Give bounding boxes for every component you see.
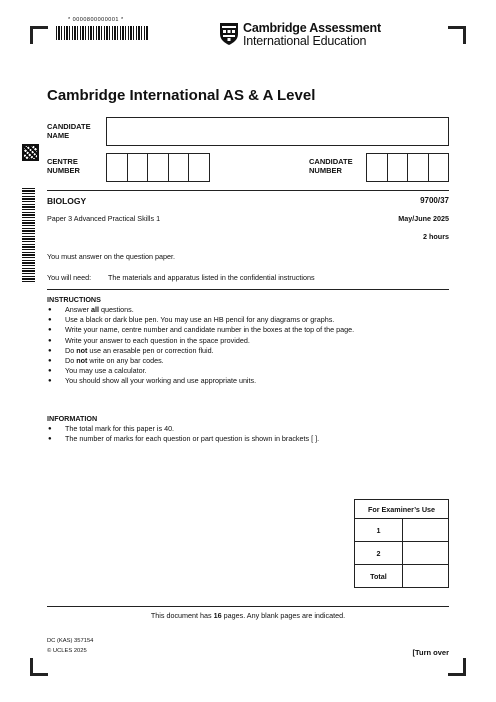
answer-note: You must answer on the question paper. <box>47 252 175 261</box>
instruction-item: ● Do not use an erasable pen or correction fluid. <box>47 346 457 356</box>
exam-duration: 2 hours <box>423 232 449 241</box>
examiners-use-table <box>354 499 449 588</box>
total-cell[interactable] <box>403 565 449 588</box>
paper-code: 9700/37 <box>420 196 449 205</box>
total-label: Total <box>355 565 403 588</box>
page-count-note: This document has 16 pages. Any blank pages are indicated. <box>150 611 346 620</box>
document-code: DC (KAS) 357154 <box>47 638 94 644</box>
corner-mark-top-left <box>30 26 48 44</box>
instruction-item: ● Answer all questions. <box>47 305 457 315</box>
instruction-item: ● Use a black or dark blue pen. You may use an HB pencil for any diagrams or graphs. <box>47 315 457 325</box>
turn-over: [Turn over <box>412 648 449 657</box>
copyright: © UCLES 2025 <box>47 648 87 654</box>
cambridge-shield-icon <box>219 22 239 46</box>
instructions-heading: INSTRUCTIONS <box>47 295 101 304</box>
paper-title: Paper 3 Advanced Practical Skills 1 <box>47 214 161 223</box>
mark-cell[interactable] <box>403 542 449 565</box>
instruction-item: ● You may use a calculator. <box>47 366 457 376</box>
logo-line-1: Cambridge Assessment <box>243 21 381 35</box>
candidate-number-field[interactable] <box>366 153 449 182</box>
corner-mark-bottom-right <box>448 658 466 676</box>
divider-middle <box>47 289 449 290</box>
qr-code <box>22 144 39 161</box>
information-list <box>47 424 457 444</box>
barcode-number: * 0000800000001 * <box>68 17 124 23</box>
mark-cell[interactable] <box>403 519 449 542</box>
instructions-list <box>47 305 457 387</box>
instruction-item: ● Write your answer to each question in the space provided. <box>47 336 457 346</box>
examiners-use-heading: For Examiner’s Use <box>355 500 449 519</box>
exam-session: May/June 2025 <box>398 214 449 223</box>
need-label: You will need: <box>47 273 92 282</box>
subject-name: BIOLOGY <box>47 196 87 206</box>
instruction-item: ● Do not write on any bar codes. <box>47 356 457 366</box>
side-barcode <box>22 186 35 282</box>
candidate-name-label: CANDIDATE NAME <box>47 122 91 140</box>
question-number: 1 <box>355 519 403 542</box>
corner-mark-top-right <box>448 26 466 44</box>
top-barcode <box>56 26 148 40</box>
centre-number-label: CENTRE NUMBER <box>47 157 80 175</box>
logo-line-2: International Education <box>243 34 367 48</box>
information-item: ● The total mark for this paper is 40. <box>47 424 457 434</box>
instruction-item: ● Write your name, centre number and candidate number in the boxes at the top of the page. <box>47 325 457 335</box>
centre-number-field[interactable] <box>106 153 210 182</box>
instruction-item: ● You should show all your working and use appropriate units. <box>47 376 457 386</box>
divider-footer <box>47 606 449 607</box>
divider-top <box>47 190 449 191</box>
information-heading: INFORMATION <box>47 414 98 423</box>
need-text: The materials and apparatus listed in the confidential instructions <box>108 273 315 282</box>
qualification-title: Cambridge International AS & A Level <box>47 87 316 104</box>
corner-mark-bottom-left <box>30 658 48 676</box>
information-item: ● The number of marks for each question or part question is shown in brackets [ ]. <box>47 434 457 444</box>
candidate-number-label: CANDIDATE NUMBER <box>309 157 353 175</box>
question-number: 2 <box>355 542 403 565</box>
candidate-name-field[interactable] <box>106 117 449 146</box>
